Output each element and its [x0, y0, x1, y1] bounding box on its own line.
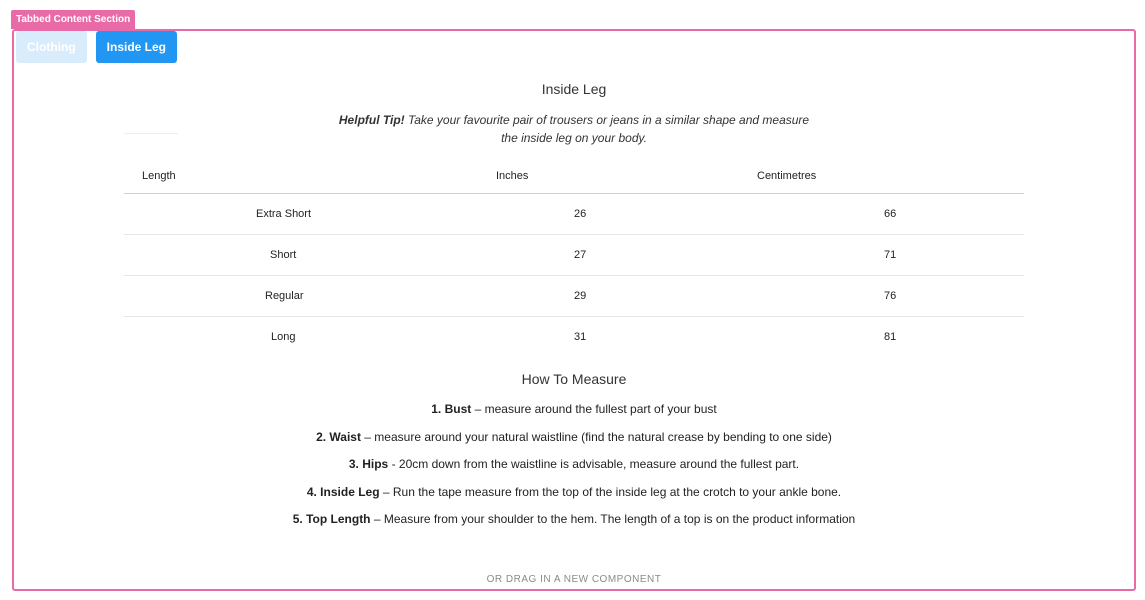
table-row	[124, 235, 1024, 276]
table-cell: 26	[478, 194, 739, 235]
column-header-centimetres: Centimetres	[739, 158, 1024, 194]
table-cell: 29	[478, 276, 739, 317]
step-text: – Run the tape measure from the top of the inside leg at the crotch to your ankle bone.	[379, 484, 842, 499]
step-waist	[14, 428, 1134, 456]
table-cell: 81	[884, 331, 897, 343]
tab-bar	[16, 31, 177, 63]
step-label: 5. Top Length	[292, 512, 371, 526]
how-to-measure-title: How To Measure	[521, 371, 627, 387]
table-row	[124, 194, 1024, 235]
section-tag: Tabbed Content Section	[11, 10, 135, 29]
step-label: 1. Bust	[431, 402, 472, 416]
table-cell: Extra Short	[124, 194, 478, 235]
step-label: 3. Hips	[348, 457, 389, 471]
tab-inside-leg[interactable]: Inside Leg	[96, 31, 177, 63]
table-row	[124, 276, 1024, 317]
table-cell: 66	[739, 194, 1024, 235]
step-text: – Measure from your shoulder to the hem. The length of a top is on the product information	[370, 512, 856, 526]
table-cell: 76	[739, 276, 1024, 317]
tip-label: Helpful Tip!	[338, 113, 405, 127]
column-header-length: Length	[124, 158, 478, 194]
step-text: – measure around your natural waistline (find the natural crease by bending to one side)	[360, 429, 832, 444]
table-cell: 27	[478, 235, 739, 276]
measurement-steps	[14, 400, 1134, 538]
size-table	[124, 158, 1024, 357]
table-cell: Short	[124, 235, 478, 276]
column-header-inches: Inches	[478, 158, 739, 194]
step-hips	[14, 455, 1134, 483]
step-label: 2. Waist	[316, 429, 361, 444]
helpful-tip	[334, 111, 814, 147]
table-cell: 71	[739, 235, 1024, 276]
content-title: Inside Leg	[541, 81, 607, 97]
step-bust	[14, 400, 1134, 428]
table-cell: Long	[271, 331, 296, 343]
table-header-row	[124, 158, 1024, 194]
tip-text: Take your favourite pair of trousers or jeans in a similar shape and measure the inside leg on your body.	[404, 113, 810, 145]
table-cell: 31	[574, 331, 587, 343]
step-inside-leg	[14, 483, 1134, 511]
step-top-length	[14, 510, 1134, 538]
drag-component-hint[interactable]: OR DRAG IN A NEW COMPONENT	[486, 574, 662, 585]
step-label: 4. Inside Leg	[306, 484, 380, 499]
step-text: - 20cm down from the waistline is advisable, measure around the fullest part.	[388, 457, 800, 471]
table-cell: Regular	[124, 276, 478, 317]
divider	[124, 133, 178, 134]
table-row	[124, 317, 1024, 358]
tabbed-content-section	[12, 29, 1136, 591]
tab-clothing[interactable]: Clothing	[16, 31, 87, 63]
step-text: – measure around the fullest part of your bust	[471, 402, 717, 416]
